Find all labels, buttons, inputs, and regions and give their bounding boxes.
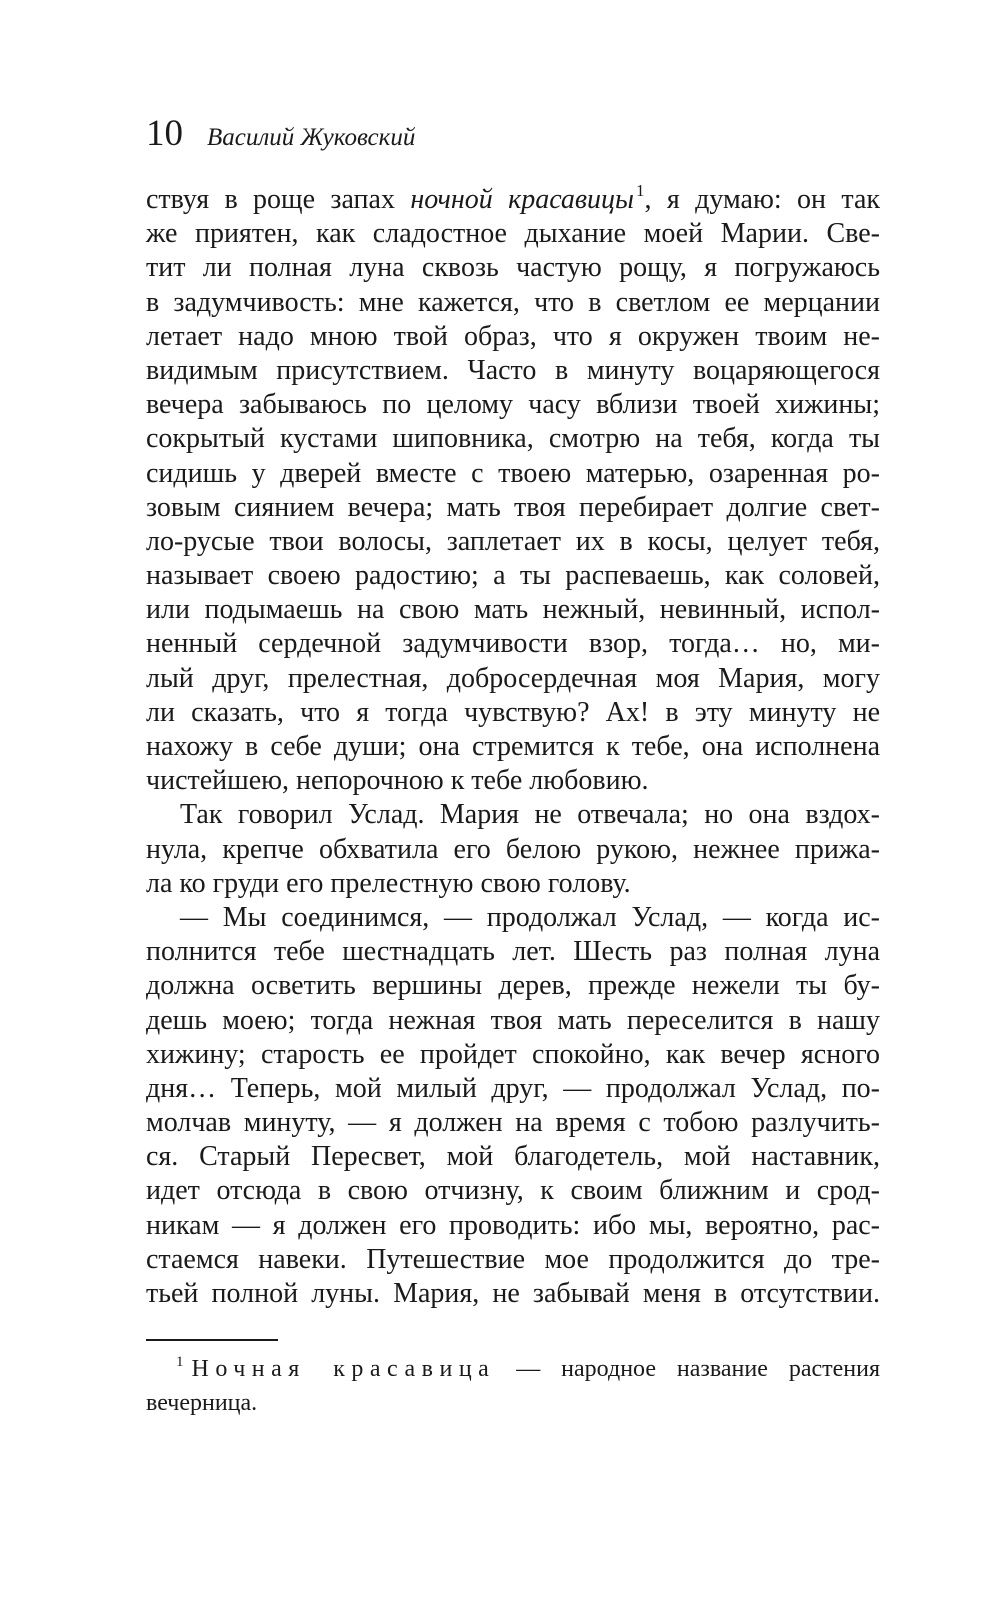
text-line: полнится тебе шестнадцать лет. Шесть раз полная луна — [146, 936, 880, 968]
paragraph-first-line: Так говорил Услад. Мария не отвечала; но она вздох- — [180, 799, 880, 831]
italic-term: ночной красавицы — [410, 184, 635, 215]
text-line: зовым сиянием вечера; мать твоя перебирает долгие свет- — [146, 491, 880, 523]
text-line — [146, 183, 880, 217]
text-line: стаемся навеки. Путешествие мое продолжится до тре- — [146, 1243, 880, 1275]
text-line: дешь моею; тогда нежная твоя мать переселится в нашу — [146, 1004, 880, 1036]
text-line: нахожу в себе души; она стремится к тебе, она исполнена — [146, 731, 880, 762]
text-line: сокрытый кустами шиповника, смотрю на тебя, когда ты — [146, 423, 880, 455]
paragraph-first-line: — Мы соединимся, — продолжал Услад, — когда ис- — [180, 901, 880, 933]
text-line: ли сказать, что я тогда чувствую? Ах! в эту минуту не — [146, 696, 880, 728]
text-line: ся. Старый Пересвет, мой благодетель, мой наставник, — [146, 1141, 880, 1173]
footnote — [146, 1352, 880, 1420]
footnote-text: — народное название растения — [495, 1356, 880, 1382]
text-line: тит ли полная луна сквозь частую рощу, я погружаюсь — [146, 252, 880, 284]
text-segment: , я думаю: он так — [644, 184, 880, 215]
text-line: ненный сердечной задумчивости взор, тогда… но, ми- — [146, 628, 880, 660]
main-text — [146, 183, 880, 1311]
text-line: лый друг, прелестная, добросердечная моя Мария, могу — [146, 662, 880, 694]
footnote-reference: 1 — [636, 181, 645, 200]
text-line: сидишь у дверей вместе с твоею матерью, озаренная ро- — [146, 457, 880, 489]
text-line: идет отсюда в свою отчизну, к своим ближним и срод- — [146, 1175, 880, 1207]
text-line: или подымаешь на свою мать нежный, невинный, испол- — [146, 594, 880, 626]
running-head — [146, 112, 415, 162]
page-number: 10 — [146, 113, 183, 154]
running-title-author: Василий Жуковский — [207, 124, 416, 151]
text-line: называет своею радостию; а ты распеваешь, как соловей, — [146, 560, 880, 592]
paragraph-end-line: чистейшею, непорочною к тебе любовию. — [146, 765, 649, 797]
text-line: вечера забываюсь по целому часу вблизи твоей хижины; — [146, 389, 880, 421]
text-segment: ствуя в роще запах — [146, 184, 411, 215]
footnote-line: вечерница. — [146, 1390, 258, 1416]
text-line: хижину; старость ее пройдет спокойно, как вечер ясного — [146, 1038, 880, 1070]
footnote-divider — [146, 1339, 278, 1341]
text-line: тьей полной луны. Мария, не забывай меня в отсутствии. — [146, 1278, 880, 1309]
text-line: ло-русые твои волосы, заплетает их в косы, целует тебя, — [146, 525, 880, 557]
text-line: в задумчивость: мне кажется, что в светлом ее мерцании — [146, 286, 880, 318]
text-line: никам — я должен его проводить: ибо мы, вероятно, рас- — [146, 1209, 880, 1241]
footnote-term: Ночная красавица — [191, 1356, 496, 1382]
text-line: летает надо мною твой образ, что я окружен твоим не- — [146, 320, 880, 352]
text-line: должна осветить вершины дерев, прежде нежели ты бу- — [146, 970, 880, 1002]
text-line: же приятен, как сладостное дыхание моей Марии. Све- — [146, 218, 880, 250]
footnote-mark: 1 — [176, 1354, 184, 1370]
text-line: нула, крепче обхватила его белою рукою, нежнее прижа- — [146, 833, 880, 865]
footnote-line — [146, 1352, 880, 1386]
text-line: видимым присутствием. Часто в минуту воцаряющегося — [146, 354, 880, 386]
text-line: дня… Теперь, мой милый друг, — продолжал Услад, по- — [146, 1072, 880, 1104]
text-line: молчав минуту, — я должен на время с тобою разлучить- — [146, 1107, 880, 1139]
paragraph-end-line: ла ко груди его прелестную свою голову. — [146, 867, 631, 899]
